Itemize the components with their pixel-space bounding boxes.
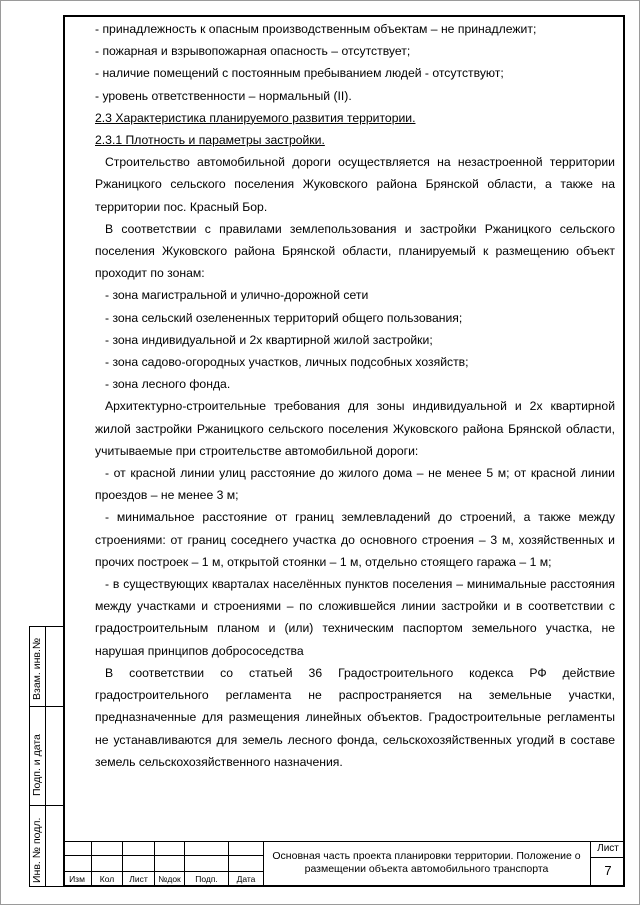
- paragraph: Строительство автомобильной дороги осуществляется на незастроенной территории Ржаницкого сельского поселения Жуковского района Брянской области, а также на территории пос. Красный Бор.: [95, 155, 615, 214]
- header-podp: Подп.: [195, 874, 218, 884]
- paragraph: - принадлежность к опасным производственным объектам – не принадлежит;: [95, 22, 537, 36]
- stamp-podp-label: Подп. и дата: [31, 734, 43, 796]
- title-block: [63, 841, 625, 887]
- paragraph: - зона лесного фонда.: [105, 377, 231, 392]
- paragraph: - минимальное расстояние от границ землевладений до строений, а также между строениями: от границ соседнего участка до основного строения – 3 м, хозяйственных и прочих построек – 1 м, открытой стоянки – 1 м, отдельно стоящего гаража – 1 м;: [95, 510, 615, 569]
- paragraph: - зона магистральной и улично-дорожной сети: [105, 288, 369, 303]
- paragraph: - от красной линии улиц расстояние до жилого дома – не менее 5 м; от красной линии проездов – не менее 3 м;: [95, 466, 615, 503]
- paragraph: - зона индивидуальной и 2х квартирной жилой застройки;: [105, 332, 433, 347]
- stamp-inv-label: Инв. № подл.: [31, 817, 43, 883]
- document-body: [95, 18, 615, 773]
- paragraph: - зона сельский озелененных территорий общего пользования;: [105, 310, 463, 325]
- header-kol: Кол: [99, 874, 115, 884]
- sheet-number: 7: [604, 863, 612, 878]
- paragraph: В соответствии со статьей 36 Градостроительного кодекса РФ действие градостроительного регламента не распространяется на земельные участки, предназначенные для размещения линейных объектов. Градостроительные регламенты не устанавливаются для земель лесного фонда, сельскохозяйственных угодий в составе земель сельскохозяйственного назначения.: [95, 665, 615, 769]
- paragraph: 2.3 Характеристика планируемого развития территории.: [95, 110, 416, 125]
- header-ndok: №док: [158, 874, 181, 884]
- paragraph: - наличие помещений с постоянным пребыванием людей - отсутствуют;: [95, 66, 504, 81]
- paragraph: - уровень ответственности – нормальный (II).: [95, 88, 352, 103]
- paragraph: 2.3.1 Плотность и параметры застройки.: [95, 133, 325, 148]
- paragraph: - зона садово-огородных участков, личных подсобных хозяйств;: [105, 355, 469, 370]
- side-stamp: [29, 626, 63, 887]
- header-list: Лист: [129, 874, 148, 884]
- header-izm: Изм: [69, 874, 85, 884]
- paragraph: В соответствии с правилами землепользования и застройки Ржаницкого сельского поселения Жуковского района Брянской области, планируемый к размещению объект проходит по зонам:: [95, 221, 615, 281]
- paragraph: - в существующих кварталах населённых пунктов поселения – минимальные расстояния между участками и строениями – по сложившейся линии застройки и в соответствии с градостроительным планом и (или) техническим паспортом земельного участка, не нарушая принципов добрососедства: [95, 577, 615, 658]
- paragraph: - пожарная и взрывопожарная опасность – отсутствует;: [95, 44, 411, 59]
- paragraph: Архитектурно-строительные требования для зоны индивидуальной и 2х квартирной жилой застройки Ржаницкого сельского поселения Жуковского района Брянской области, учитываемые при строительстве автомобильной дороги:: [95, 399, 615, 458]
- stamp-vzam-label: Взам. инв.№: [31, 637, 43, 700]
- sheet-label: Лист: [597, 843, 619, 854]
- header-data: Дата: [236, 874, 256, 884]
- document-title: Основная часть проекта планировки территории. Положение о размещении объекта автомобильного транспорта: [272, 850, 581, 875]
